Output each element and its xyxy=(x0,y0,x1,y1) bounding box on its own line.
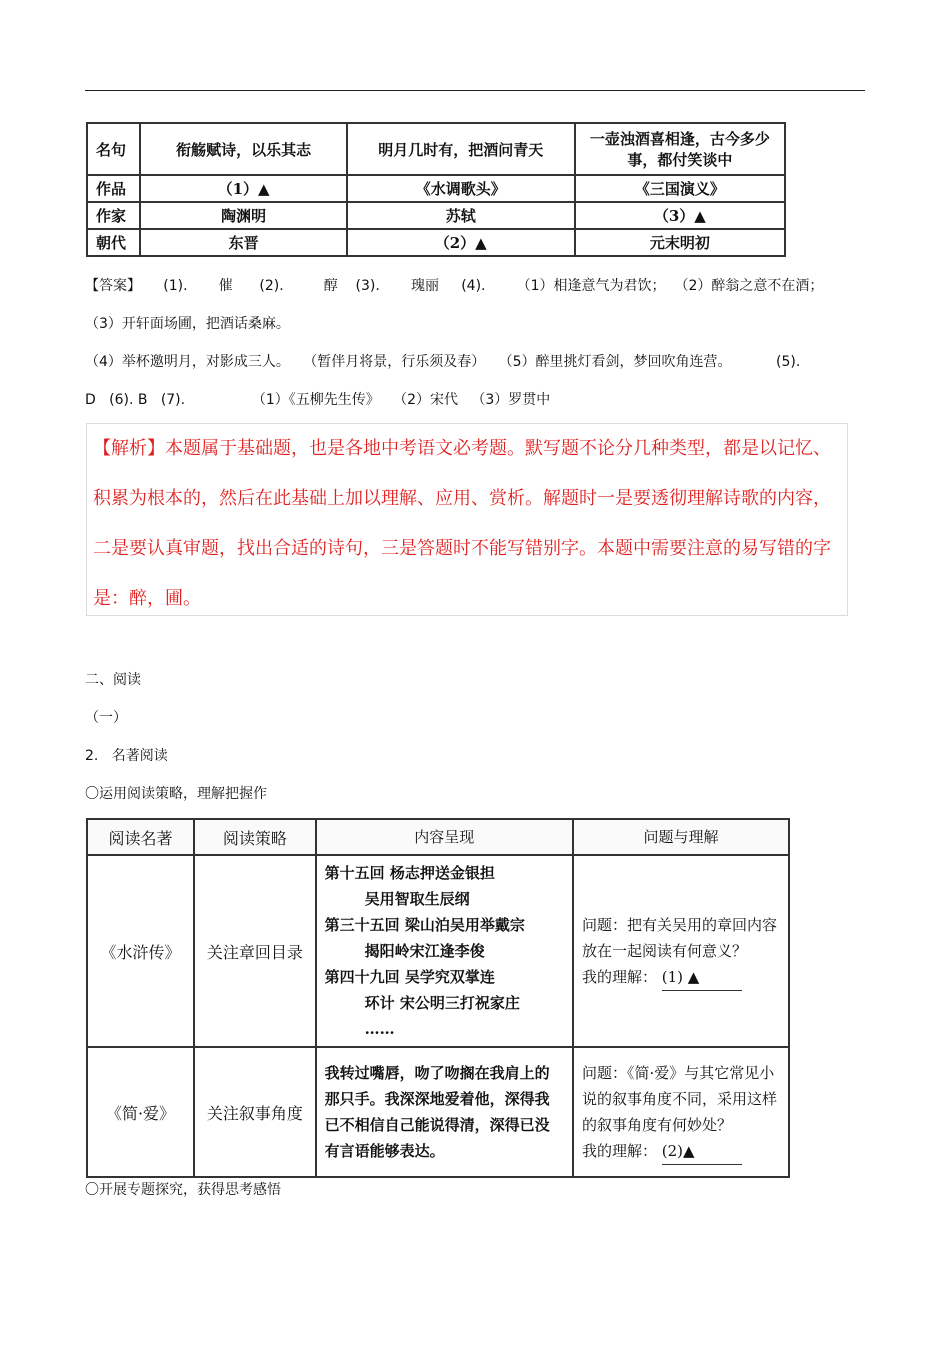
topic-heading: 〇开展专题探究，获得思考感悟 xyxy=(85,1182,281,1198)
table-cell: 《水调歌头》 xyxy=(347,175,575,202)
answer-blank: (2)▲ xyxy=(662,1138,742,1165)
table-header-row xyxy=(87,819,789,855)
question-text: 问题：《简·爱》与其它常见小说的叙事角度不同，采用这样的叙事角度有何妙处？ xyxy=(581,1063,777,1134)
table-cell: （2）▲ xyxy=(347,229,575,256)
table-cell: 衔觞赋诗，以乐其志 xyxy=(140,123,346,175)
column-header: 内容呈现 xyxy=(316,819,573,855)
toc-line: 第三十五回 梁山泊吴用举戴宗 xyxy=(324,916,525,934)
table-row xyxy=(87,202,785,229)
strategy-cell: 关注章回目录 xyxy=(194,855,316,1047)
question-text: 问题：把有关吴用的章回内容放在一起阅读有何意义？ xyxy=(581,915,777,960)
table-row xyxy=(87,229,785,256)
column-header: 问题与理解 xyxy=(573,819,789,855)
content-cell: 我转过嘴唇，吻了吻搁在我肩上的那只手。我深深地爱着他，深得我已不相信自己能说得清，深得已没有言语能够表达。 xyxy=(316,1047,573,1177)
toc-line: 第四十九回 吴学究双掌连 xyxy=(324,968,495,986)
my-understanding-label: 我的理解： xyxy=(581,1141,657,1160)
table-cell: 东晋 xyxy=(140,229,346,256)
section-sub: （一） xyxy=(85,710,127,726)
content-cell xyxy=(316,855,573,1047)
top-rule xyxy=(85,90,865,91)
toc-line: 环计 宋公明三打祝家庄 xyxy=(364,994,520,1012)
section-heading: 二、阅读 xyxy=(85,672,141,688)
question-cell xyxy=(573,1047,789,1177)
table-cell: 一壶浊酒喜相逢，古今多少事，都付笑谈中 xyxy=(575,123,785,175)
my-understanding-label: 我的理解： xyxy=(581,967,657,986)
table-cell: 元末明初 xyxy=(575,229,785,256)
analysis-box: 【解析】本题属于基础题，也是各地中考语文必考题。默写题不论分几种类型，都是以记忆、积累为根本的，然后在此基础上加以理解、应用、赏析。解题时一是要透彻理解诗歌的内容，二是要认真审题，找出合适的诗句，三是答题时不能写错别字。本题中需要注意的易写错的字是：醉，圃。 xyxy=(86,423,848,616)
toc-line: …… xyxy=(364,1020,395,1038)
column-header: 阅读名著 xyxy=(87,819,194,855)
book-title: 《水浒传》 xyxy=(87,855,194,1047)
table-cell: （1）▲ xyxy=(140,175,346,202)
table-row xyxy=(87,1047,789,1177)
table-row xyxy=(87,123,785,175)
table-cell: （3）▲ xyxy=(575,202,785,229)
poetry-table xyxy=(86,122,786,257)
reading-table xyxy=(86,818,790,1178)
answer-line: D (6). B (7). （1）《五柳先生传》 （2）宋代 （3）罗贯中 xyxy=(85,392,551,408)
question-title: 2. 名著阅读 xyxy=(85,748,168,764)
answer-line: （3）开轩面场圃，把酒话桑麻。 xyxy=(85,316,290,332)
toc-line: 吴用智取生辰纲 xyxy=(364,890,470,908)
toc-line: 第十五回 杨志押送金银担 xyxy=(324,864,495,882)
table-cell: 《三国演义》 xyxy=(575,175,785,202)
table-cell: 作品 xyxy=(87,175,140,202)
table-cell: 作家 xyxy=(87,202,140,229)
table-row xyxy=(87,855,789,1047)
column-header: 阅读策略 xyxy=(194,819,316,855)
strategy-heading: 〇运用阅读策略，理解把握作 xyxy=(85,786,267,802)
table-cell: 苏轼 xyxy=(347,202,575,229)
table-cell: 朝代 xyxy=(87,229,140,256)
answer-blank: (1) ▲ xyxy=(662,964,742,991)
table-cell: 陶渊明 xyxy=(140,202,346,229)
answer-line: （4）举杯邀明月，对影成三人。 （暂伴月将景，行乐须及春） （5）醉里挑灯看剑，梦回吹角连营。 (5). xyxy=(85,354,801,370)
answer-line: 【答案】 (1). 催 (2). 醇 (3). 瑰丽 (4). （1）相逢意气为君饮； （2）醉翁之意不在酒； xyxy=(85,278,824,294)
table-cell: 明月几时有，把酒问青天 xyxy=(347,123,575,175)
question-cell xyxy=(573,855,789,1047)
table-row xyxy=(87,175,785,202)
strategy-cell: 关注叙事角度 xyxy=(194,1047,316,1177)
toc-line: 揭阳岭宋江逢李俊 xyxy=(364,942,485,960)
table-cell: 名句 xyxy=(87,123,140,175)
book-title: 《简·爱》 xyxy=(87,1047,194,1177)
